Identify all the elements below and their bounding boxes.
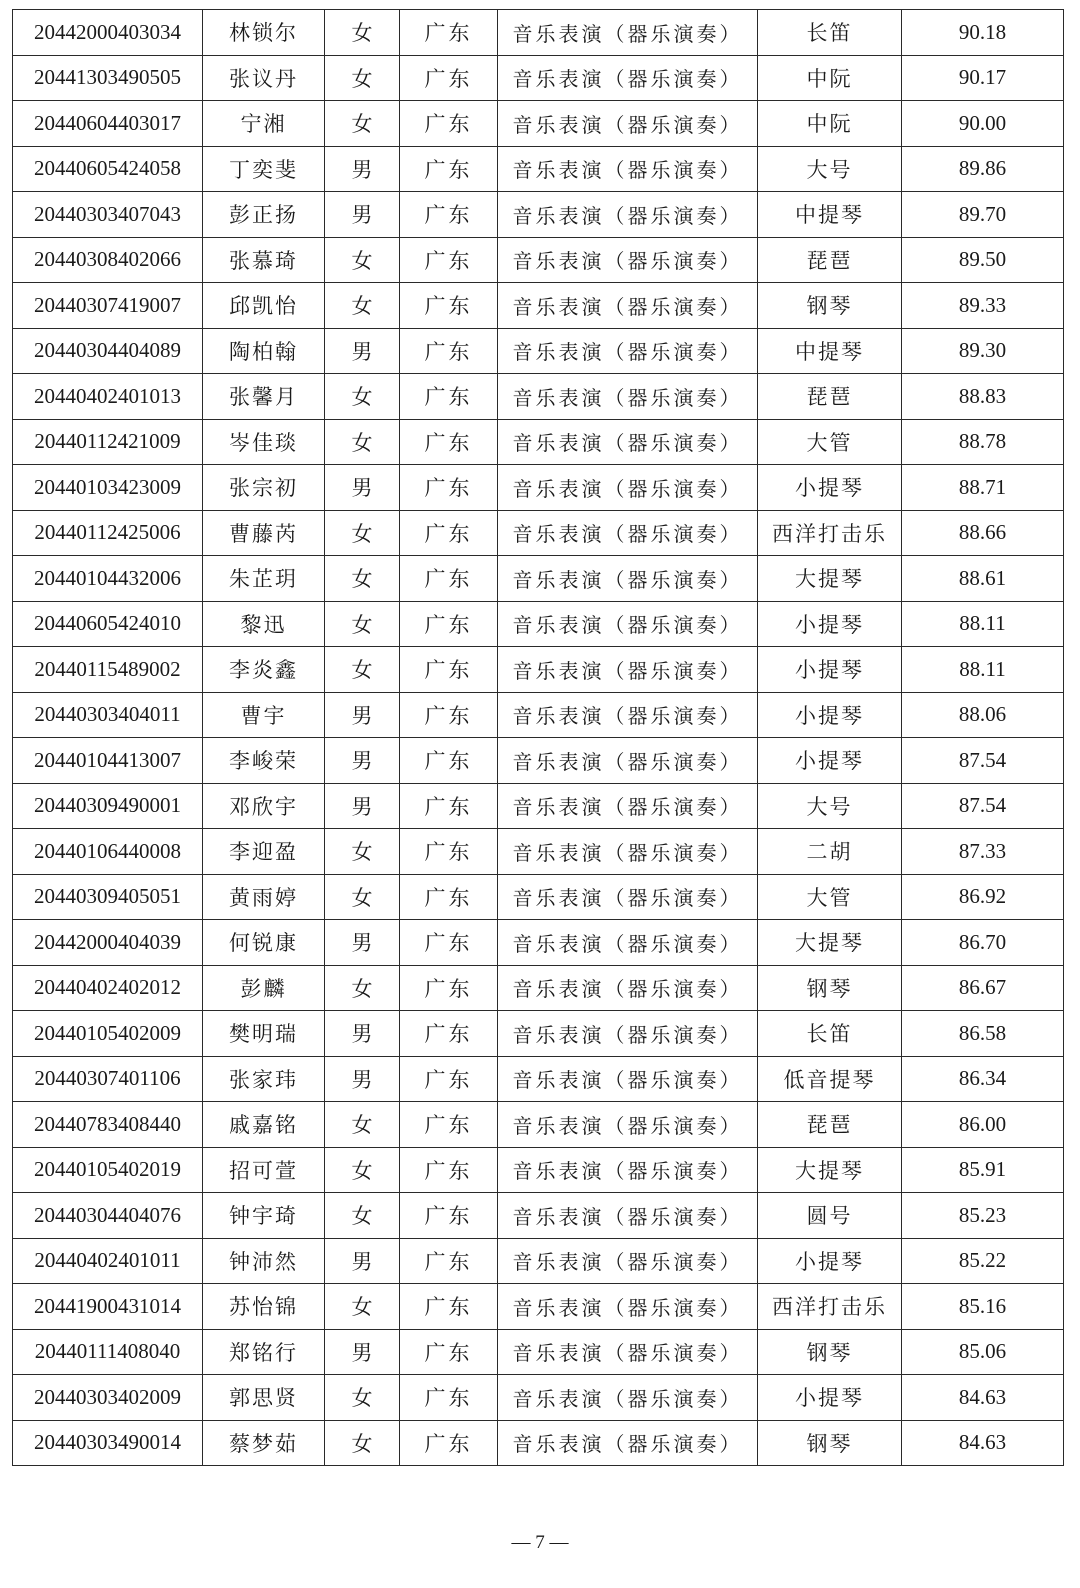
exam-id-cell: 20440115489002 bbox=[13, 647, 203, 693]
gender-cell: 男 bbox=[325, 1056, 400, 1102]
score-table bbox=[12, 9, 1064, 1466]
instrument-cell: 中阮 bbox=[758, 55, 902, 101]
instrument-cell: 长笛 bbox=[758, 1011, 902, 1057]
gender-cell: 男 bbox=[325, 1238, 400, 1284]
score-cell: 88.66 bbox=[902, 510, 1064, 556]
instrument-cell: 小提琴 bbox=[758, 738, 902, 784]
table-row bbox=[13, 647, 1064, 693]
major-cell: 音乐表演（器乐演奏） bbox=[498, 237, 758, 283]
score-cell: 89.86 bbox=[902, 146, 1064, 192]
gender-cell: 男 bbox=[325, 692, 400, 738]
major-cell: 音乐表演（器乐演奏） bbox=[498, 965, 758, 1011]
score-cell: 88.11 bbox=[902, 601, 1064, 647]
name-cell: 郭思贤 bbox=[203, 1375, 325, 1421]
table-row bbox=[13, 192, 1064, 238]
table-row bbox=[13, 1284, 1064, 1330]
name-cell: 苏怡锦 bbox=[203, 1284, 325, 1330]
exam-id-cell: 20440402401013 bbox=[13, 374, 203, 420]
major-cell: 音乐表演（器乐演奏） bbox=[498, 1193, 758, 1239]
exam-id-cell: 20440105402019 bbox=[13, 1147, 203, 1193]
name-cell: 黄雨婷 bbox=[203, 874, 325, 920]
name-cell: 邱凯怡 bbox=[203, 283, 325, 329]
major-cell: 音乐表演（器乐演奏） bbox=[498, 55, 758, 101]
score-cell: 89.50 bbox=[902, 237, 1064, 283]
score-cell: 87.54 bbox=[902, 738, 1064, 784]
gender-cell: 女 bbox=[325, 237, 400, 283]
province-cell: 广东 bbox=[400, 1193, 498, 1239]
major-cell: 音乐表演（器乐演奏） bbox=[498, 920, 758, 966]
gender-cell: 女 bbox=[325, 1284, 400, 1330]
province-cell: 广东 bbox=[400, 647, 498, 693]
name-cell: 钟沛然 bbox=[203, 1238, 325, 1284]
instrument-cell: 大提琴 bbox=[758, 556, 902, 602]
major-cell: 音乐表演（器乐演奏） bbox=[498, 510, 758, 556]
gender-cell: 女 bbox=[325, 374, 400, 420]
province-cell: 广东 bbox=[400, 1102, 498, 1148]
gender-cell: 男 bbox=[325, 465, 400, 511]
exam-id-cell: 20440304404076 bbox=[13, 1193, 203, 1239]
major-cell: 音乐表演（器乐演奏） bbox=[498, 738, 758, 784]
gender-cell: 女 bbox=[325, 1147, 400, 1193]
table-row bbox=[13, 601, 1064, 647]
name-cell: 黎迅 bbox=[203, 601, 325, 647]
name-cell: 丁奕斐 bbox=[203, 146, 325, 192]
gender-cell: 女 bbox=[325, 1375, 400, 1421]
name-cell: 林锁尔 bbox=[203, 10, 325, 56]
gender-cell: 女 bbox=[325, 10, 400, 56]
name-cell: 宁湘 bbox=[203, 101, 325, 147]
exam-id-cell: 20440112425006 bbox=[13, 510, 203, 556]
gender-cell: 女 bbox=[325, 965, 400, 1011]
gender-cell: 女 bbox=[325, 1420, 400, 1466]
province-cell: 广东 bbox=[400, 783, 498, 829]
table-row bbox=[13, 1056, 1064, 1102]
table-row bbox=[13, 419, 1064, 465]
province-cell: 广东 bbox=[400, 920, 498, 966]
exam-id-cell: 20440605424058 bbox=[13, 146, 203, 192]
exam-id-cell: 20440303490014 bbox=[13, 1420, 203, 1466]
exam-id-cell: 20440112421009 bbox=[13, 419, 203, 465]
score-cell: 86.34 bbox=[902, 1056, 1064, 1102]
score-cell: 88.78 bbox=[902, 419, 1064, 465]
score-cell: 86.92 bbox=[902, 874, 1064, 920]
exam-id-cell: 20440104432006 bbox=[13, 556, 203, 602]
gender-cell: 女 bbox=[325, 556, 400, 602]
province-cell: 广东 bbox=[400, 192, 498, 238]
gender-cell: 女 bbox=[325, 55, 400, 101]
score-cell: 85.22 bbox=[902, 1238, 1064, 1284]
major-cell: 音乐表演（器乐演奏） bbox=[498, 692, 758, 738]
province-cell: 广东 bbox=[400, 1420, 498, 1466]
province-cell: 广东 bbox=[400, 874, 498, 920]
exam-id-cell: 20441900431014 bbox=[13, 1284, 203, 1330]
major-cell: 音乐表演（器乐演奏） bbox=[498, 874, 758, 920]
gender-cell: 男 bbox=[325, 328, 400, 374]
gender-cell: 男 bbox=[325, 783, 400, 829]
table-row bbox=[13, 1375, 1064, 1421]
instrument-cell: 二胡 bbox=[758, 829, 902, 875]
exam-id-cell: 20440783408440 bbox=[13, 1102, 203, 1148]
score-cell: 86.58 bbox=[902, 1011, 1064, 1057]
province-cell: 广东 bbox=[400, 374, 498, 420]
page-number: — 7 — bbox=[511, 1532, 569, 1553]
score-cell: 90.00 bbox=[902, 101, 1064, 147]
province-cell: 广东 bbox=[400, 829, 498, 875]
gender-cell: 男 bbox=[325, 1011, 400, 1057]
province-cell: 广东 bbox=[400, 328, 498, 374]
table-row bbox=[13, 101, 1064, 147]
table-row bbox=[13, 874, 1064, 920]
gender-cell: 女 bbox=[325, 874, 400, 920]
score-cell: 89.33 bbox=[902, 283, 1064, 329]
exam-id-cell: 20440308402066 bbox=[13, 237, 203, 283]
major-cell: 音乐表演（器乐演奏） bbox=[498, 1420, 758, 1466]
major-cell: 音乐表演（器乐演奏） bbox=[498, 1284, 758, 1330]
major-cell: 音乐表演（器乐演奏） bbox=[498, 1238, 758, 1284]
gender-cell: 女 bbox=[325, 647, 400, 693]
instrument-cell: 大号 bbox=[758, 146, 902, 192]
province-cell: 广东 bbox=[400, 1329, 498, 1375]
instrument-cell: 大提琴 bbox=[758, 920, 902, 966]
score-cell: 90.18 bbox=[902, 10, 1064, 56]
exam-id-cell: 20440303404011 bbox=[13, 692, 203, 738]
name-cell: 张家玮 bbox=[203, 1056, 325, 1102]
major-cell: 音乐表演（器乐演奏） bbox=[498, 601, 758, 647]
instrument-cell: 小提琴 bbox=[758, 1238, 902, 1284]
exam-id-cell: 20440604403017 bbox=[13, 101, 203, 147]
major-cell: 音乐表演（器乐演奏） bbox=[498, 1329, 758, 1375]
table-row bbox=[13, 920, 1064, 966]
table-row bbox=[13, 829, 1064, 875]
province-cell: 广东 bbox=[400, 1011, 498, 1057]
instrument-cell: 大号 bbox=[758, 783, 902, 829]
score-cell: 85.91 bbox=[902, 1147, 1064, 1193]
score-cell: 88.06 bbox=[902, 692, 1064, 738]
table-row bbox=[13, 1147, 1064, 1193]
score-cell: 84.63 bbox=[902, 1375, 1064, 1421]
province-cell: 广东 bbox=[400, 237, 498, 283]
major-cell: 音乐表演（器乐演奏） bbox=[498, 1011, 758, 1057]
province-cell: 广东 bbox=[400, 965, 498, 1011]
table-row bbox=[13, 1193, 1064, 1239]
table-row bbox=[13, 328, 1064, 374]
major-cell: 音乐表演（器乐演奏） bbox=[498, 146, 758, 192]
exam-id-cell: 20440105402009 bbox=[13, 1011, 203, 1057]
province-cell: 广东 bbox=[400, 419, 498, 465]
instrument-cell: 钢琴 bbox=[758, 283, 902, 329]
gender-cell: 男 bbox=[325, 192, 400, 238]
score-cell: 86.70 bbox=[902, 920, 1064, 966]
score-cell: 89.30 bbox=[902, 328, 1064, 374]
instrument-cell: 小提琴 bbox=[758, 1375, 902, 1421]
name-cell: 彭麟 bbox=[203, 965, 325, 1011]
exam-id-cell: 20440104413007 bbox=[13, 738, 203, 784]
table-row bbox=[13, 738, 1064, 784]
province-cell: 广东 bbox=[400, 510, 498, 556]
exam-id-cell: 20440303407043 bbox=[13, 192, 203, 238]
province-cell: 广东 bbox=[400, 146, 498, 192]
gender-cell: 女 bbox=[325, 829, 400, 875]
gender-cell: 男 bbox=[325, 1329, 400, 1375]
gender-cell: 女 bbox=[325, 101, 400, 147]
score-cell: 88.71 bbox=[902, 465, 1064, 511]
instrument-cell: 大提琴 bbox=[758, 1147, 902, 1193]
table-row bbox=[13, 1238, 1064, 1284]
table-row bbox=[13, 283, 1064, 329]
instrument-cell: 中阮 bbox=[758, 101, 902, 147]
major-cell: 音乐表演（器乐演奏） bbox=[498, 465, 758, 511]
gender-cell: 女 bbox=[325, 283, 400, 329]
province-cell: 广东 bbox=[400, 1375, 498, 1421]
name-cell: 张馨月 bbox=[203, 374, 325, 420]
name-cell: 岑佳琰 bbox=[203, 419, 325, 465]
name-cell: 李峻荣 bbox=[203, 738, 325, 784]
exam-id-cell: 20440303402009 bbox=[13, 1375, 203, 1421]
table-row bbox=[13, 556, 1064, 602]
name-cell: 樊明瑞 bbox=[203, 1011, 325, 1057]
exam-id-cell: 20440304404089 bbox=[13, 328, 203, 374]
score-cell: 88.61 bbox=[902, 556, 1064, 602]
major-cell: 音乐表演（器乐演奏） bbox=[498, 10, 758, 56]
exam-id-cell: 20442000404039 bbox=[13, 920, 203, 966]
instrument-cell: 小提琴 bbox=[758, 692, 902, 738]
table-row bbox=[13, 146, 1064, 192]
name-cell: 钟宇琦 bbox=[203, 1193, 325, 1239]
instrument-cell: 大管 bbox=[758, 419, 902, 465]
province-cell: 广东 bbox=[400, 556, 498, 602]
province-cell: 广东 bbox=[400, 465, 498, 511]
name-cell: 郑铭行 bbox=[203, 1329, 325, 1375]
gender-cell: 男 bbox=[325, 146, 400, 192]
instrument-cell: 低音提琴 bbox=[758, 1056, 902, 1102]
major-cell: 音乐表演（器乐演奏） bbox=[498, 647, 758, 693]
instrument-cell: 琵琶 bbox=[758, 1102, 902, 1148]
major-cell: 音乐表演（器乐演奏） bbox=[498, 419, 758, 465]
gender-cell: 女 bbox=[325, 601, 400, 647]
province-cell: 广东 bbox=[400, 1056, 498, 1102]
major-cell: 音乐表演（器乐演奏） bbox=[498, 1375, 758, 1421]
table-row bbox=[13, 1420, 1064, 1466]
name-cell: 蔡梦茹 bbox=[203, 1420, 325, 1466]
exam-id-cell: 20440103423009 bbox=[13, 465, 203, 511]
score-cell: 85.06 bbox=[902, 1329, 1064, 1375]
exam-id-cell: 20440402402012 bbox=[13, 965, 203, 1011]
instrument-cell: 长笛 bbox=[758, 10, 902, 56]
table-row bbox=[13, 1011, 1064, 1057]
exam-id-cell: 20440106440008 bbox=[13, 829, 203, 875]
exam-id-cell: 20440111408040 bbox=[13, 1329, 203, 1375]
name-cell: 曹藤芮 bbox=[203, 510, 325, 556]
score-cell: 86.00 bbox=[902, 1102, 1064, 1148]
score-table-body bbox=[13, 10, 1064, 1466]
name-cell: 招可萱 bbox=[203, 1147, 325, 1193]
major-cell: 音乐表演（器乐演奏） bbox=[498, 101, 758, 147]
major-cell: 音乐表演（器乐演奏） bbox=[498, 192, 758, 238]
name-cell: 张宗初 bbox=[203, 465, 325, 511]
name-cell: 李迎盈 bbox=[203, 829, 325, 875]
score-cell: 85.23 bbox=[902, 1193, 1064, 1239]
instrument-cell: 西洋打击乐 bbox=[758, 510, 902, 556]
name-cell: 张慕琦 bbox=[203, 237, 325, 283]
exam-id-cell: 20440307419007 bbox=[13, 283, 203, 329]
table-row bbox=[13, 465, 1064, 511]
instrument-cell: 小提琴 bbox=[758, 647, 902, 693]
major-cell: 音乐表演（器乐演奏） bbox=[498, 283, 758, 329]
score-cell: 85.16 bbox=[902, 1284, 1064, 1330]
province-cell: 广东 bbox=[400, 738, 498, 784]
score-cell: 89.70 bbox=[902, 192, 1064, 238]
province-cell: 广东 bbox=[400, 55, 498, 101]
table-row bbox=[13, 783, 1064, 829]
name-cell: 邓欣宇 bbox=[203, 783, 325, 829]
instrument-cell: 小提琴 bbox=[758, 465, 902, 511]
instrument-cell: 中提琴 bbox=[758, 328, 902, 374]
exam-id-cell: 20441303490505 bbox=[13, 55, 203, 101]
name-cell: 张议丹 bbox=[203, 55, 325, 101]
table-row bbox=[13, 965, 1064, 1011]
gender-cell: 男 bbox=[325, 920, 400, 966]
score-cell: 90.17 bbox=[902, 55, 1064, 101]
table-row bbox=[13, 374, 1064, 420]
province-cell: 广东 bbox=[400, 101, 498, 147]
major-cell: 音乐表演（器乐演奏） bbox=[498, 1147, 758, 1193]
major-cell: 音乐表演（器乐演奏） bbox=[498, 829, 758, 875]
major-cell: 音乐表演（器乐演奏） bbox=[498, 374, 758, 420]
score-cell: 88.11 bbox=[902, 647, 1064, 693]
table-row bbox=[13, 10, 1064, 56]
name-cell: 戚嘉铭 bbox=[203, 1102, 325, 1148]
table-row bbox=[13, 1102, 1064, 1148]
gender-cell: 女 bbox=[325, 1193, 400, 1239]
score-cell: 84.63 bbox=[902, 1420, 1064, 1466]
name-cell: 曹宇 bbox=[203, 692, 325, 738]
instrument-cell: 小提琴 bbox=[758, 601, 902, 647]
province-cell: 广东 bbox=[400, 283, 498, 329]
exam-id-cell: 20440605424010 bbox=[13, 601, 203, 647]
gender-cell: 女 bbox=[325, 419, 400, 465]
province-cell: 广东 bbox=[400, 601, 498, 647]
province-cell: 广东 bbox=[400, 1284, 498, 1330]
name-cell: 陶柏翰 bbox=[203, 328, 325, 374]
score-cell: 87.33 bbox=[902, 829, 1064, 875]
gender-cell: 女 bbox=[325, 510, 400, 556]
instrument-cell: 圆号 bbox=[758, 1193, 902, 1239]
instrument-cell: 琵琶 bbox=[758, 237, 902, 283]
instrument-cell: 中提琴 bbox=[758, 192, 902, 238]
score-cell: 88.83 bbox=[902, 374, 1064, 420]
name-cell: 李炎鑫 bbox=[203, 647, 325, 693]
gender-cell: 男 bbox=[325, 738, 400, 784]
exam-id-cell: 20440307401106 bbox=[13, 1056, 203, 1102]
instrument-cell: 钢琴 bbox=[758, 965, 902, 1011]
table-row bbox=[13, 510, 1064, 556]
name-cell: 彭正扬 bbox=[203, 192, 325, 238]
exam-id-cell: 20440309490001 bbox=[13, 783, 203, 829]
score-cell: 86.67 bbox=[902, 965, 1064, 1011]
table-row bbox=[13, 55, 1064, 101]
instrument-cell: 大管 bbox=[758, 874, 902, 920]
province-cell: 广东 bbox=[400, 692, 498, 738]
exam-id-cell: 20440402401011 bbox=[13, 1238, 203, 1284]
exam-id-cell: 20440309405051 bbox=[13, 874, 203, 920]
major-cell: 音乐表演（器乐演奏） bbox=[498, 783, 758, 829]
table-row bbox=[13, 1329, 1064, 1375]
exam-id-cell: 20442000403034 bbox=[13, 10, 203, 56]
score-cell: 87.54 bbox=[902, 783, 1064, 829]
name-cell: 何锐康 bbox=[203, 920, 325, 966]
instrument-cell: 琵琶 bbox=[758, 374, 902, 420]
province-cell: 广东 bbox=[400, 1147, 498, 1193]
province-cell: 广东 bbox=[400, 1238, 498, 1284]
major-cell: 音乐表演（器乐演奏） bbox=[498, 1102, 758, 1148]
instrument-cell: 西洋打击乐 bbox=[758, 1284, 902, 1330]
major-cell: 音乐表演（器乐演奏） bbox=[498, 556, 758, 602]
major-cell: 音乐表演（器乐演奏） bbox=[498, 1056, 758, 1102]
province-cell: 广东 bbox=[400, 10, 498, 56]
instrument-cell: 钢琴 bbox=[758, 1420, 902, 1466]
major-cell: 音乐表演（器乐演奏） bbox=[498, 328, 758, 374]
table-row bbox=[13, 692, 1064, 738]
gender-cell: 女 bbox=[325, 1102, 400, 1148]
instrument-cell: 钢琴 bbox=[758, 1329, 902, 1375]
table-row bbox=[13, 237, 1064, 283]
name-cell: 朱芷玥 bbox=[203, 556, 325, 602]
